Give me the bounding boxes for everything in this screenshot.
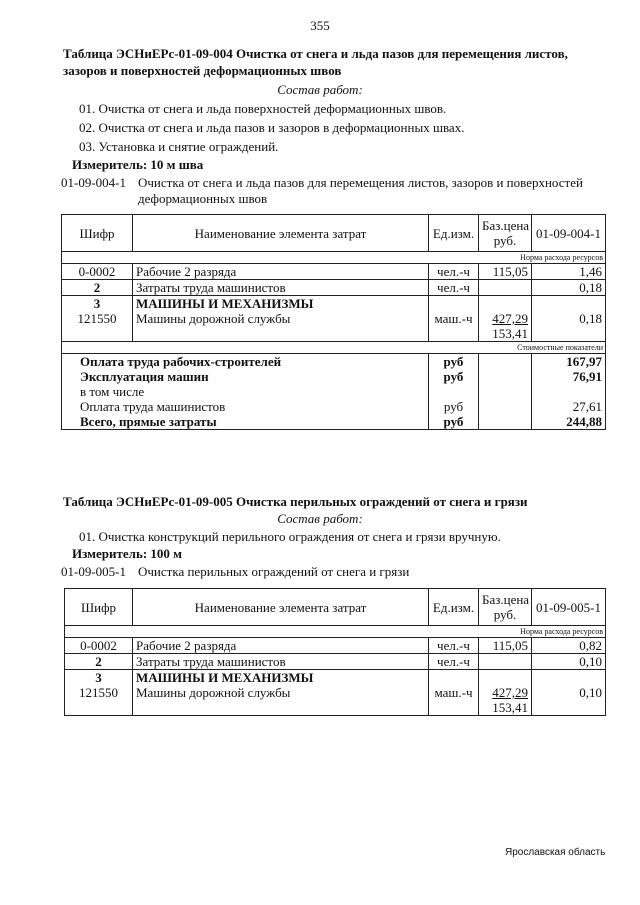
cell-price (479, 670, 532, 716)
cell-value: 0,82 (532, 638, 606, 654)
cost-unit: руб (429, 399, 479, 414)
header-norm-code: 01-09-005-1 (532, 589, 606, 626)
cost-price-empty (479, 354, 532, 370)
page-number: 355 (310, 18, 330, 33)
machines-group-number: 3 (95, 670, 102, 685)
machine-value: 0,18 (579, 311, 602, 326)
cell-name: Рабочие 2 разряда (133, 264, 429, 280)
machine-name: Машины дорожной службы (136, 311, 291, 326)
cell-shifr: 0-0002 (65, 638, 133, 654)
header-unit: Ед.изм. (429, 215, 479, 252)
measure-unit: Измеритель: 100 м (72, 546, 183, 561)
cell-unit: чел.-ч (429, 264, 479, 280)
machine-price-labor: 153,41 (492, 326, 528, 341)
cost-unit: руб (429, 354, 479, 370)
table-title: Таблица ЭСНиЕРс-01-09-004 Очистка от снега и льда пазов для перемещения листов, зазоров и поверхностей деформационных швов (63, 46, 568, 78)
cost-label: Стоимостные показатели (62, 342, 606, 354)
header-shifr: Шифр (65, 589, 133, 626)
cell-value: 1,46 (532, 264, 606, 280)
header-price: Баз.цена руб. (479, 589, 532, 626)
table-row (62, 264, 606, 280)
cell-name (133, 296, 429, 342)
cost-unit: руб (429, 369, 479, 384)
cell-unit: чел.-ч (429, 638, 479, 654)
header-price: Баз.цена руб. (479, 215, 532, 252)
cost-price-empty (479, 384, 532, 399)
cost-unit (429, 384, 479, 399)
resource-table (61, 214, 606, 430)
cell-shifr: 2 (62, 280, 133, 296)
machine-price-total: 427,29 (492, 311, 528, 326)
header-norm-code: 01-09-004-1 (532, 215, 606, 252)
cost-row (62, 384, 606, 399)
cell-name: Затраты труда машинистов (133, 654, 429, 670)
region-footer: Ярославская область (505, 847, 606, 858)
cell-unit: чел.-ч (429, 280, 479, 296)
cell-shifr (65, 670, 133, 716)
work-item: 01. Очистка от снега и льда поверхностей деформационных швов. (79, 101, 447, 116)
norma-label: Норма расхода ресурсов (65, 626, 606, 638)
table-title: Таблица ЭСНиЕРс-01-09-005 Очистка перильных ограждений от снега и грязи (63, 494, 528, 509)
machines-heading: МАШИНЫ И МЕХАНИЗМЫ (136, 296, 314, 311)
table-header-row (62, 215, 606, 252)
cost-row (62, 369, 606, 384)
cost-name: в том числе (62, 384, 429, 399)
code-description: Очистка от снега и льда пазов для перемещения листов, зазоров и поверхностей деформационных швов (138, 175, 583, 206)
code-line (61, 564, 621, 582)
norma-label: Норма расхода ресурсов (62, 252, 606, 264)
work-composition-label: Состав работ: (277, 511, 363, 526)
machine-code: 121550 (79, 685, 118, 700)
machines-row (62, 296, 606, 342)
cost-row (62, 399, 606, 414)
machines-row (65, 670, 606, 716)
cell-value (532, 670, 606, 716)
cell-name: Затраты труда машинистов (133, 280, 429, 296)
cost-value: 167,97 (532, 354, 606, 370)
machines-heading: МАШИНЫ И МЕХАНИЗМЫ (136, 670, 314, 685)
machine-price-total: 427,29 (492, 685, 528, 700)
header-name: Наименование элемента затрат (133, 589, 429, 626)
table-header-row (65, 589, 606, 626)
code-line (61, 175, 621, 209)
cell-price (479, 296, 532, 342)
work-item: 02. Очистка от снега и льда пазов и зазоров в деформационных швах. (79, 120, 465, 135)
cell-value (532, 296, 606, 342)
cost-price-empty (479, 414, 532, 430)
header-name: Наименование элемента затрат (133, 215, 429, 252)
machine-value: 0,10 (579, 685, 602, 700)
cell-unit (429, 670, 479, 716)
machine-name: Машины дорожной службы (136, 685, 291, 700)
cost-value: 244,88 (532, 414, 606, 430)
cost-name: Всего, прямые затраты (62, 414, 429, 430)
cost-name: Эксплуатация машин (62, 369, 429, 384)
cell-unit: чел.-ч (429, 654, 479, 670)
cell-name (133, 670, 429, 716)
machine-unit: маш.-ч (434, 311, 473, 326)
header-unit: Ед.изм. (429, 589, 479, 626)
cell-unit (429, 296, 479, 342)
cell-price: 115,05 (479, 264, 532, 280)
machine-price-labor: 153,41 (492, 700, 528, 715)
cell-value: 0,10 (532, 654, 606, 670)
table-row (65, 654, 606, 670)
work-item: 01. Очистка конструкций перильного ограждения от снега и грязи вручную. (79, 529, 501, 544)
machine-code: 121550 (77, 311, 117, 326)
cost-unit: руб (429, 414, 479, 430)
cost-name: Оплата труда рабочих-строителей (62, 354, 429, 370)
cell-price (479, 654, 532, 670)
resource-table (64, 588, 606, 716)
header-shifr: Шифр (62, 215, 133, 252)
cost-value (532, 384, 606, 399)
cell-price (479, 280, 532, 296)
cost-value: 27,61 (532, 399, 606, 414)
cell-shifr: 2 (65, 654, 133, 670)
measure-unit: Измеритель: 10 м шва (72, 157, 204, 172)
cell-price: 115,05 (479, 638, 532, 654)
work-item: 03. Установка и снятие ограждений. (79, 139, 279, 154)
code-number: 01-09-005-1 (61, 564, 126, 579)
machines-group-number: 3 (93, 296, 101, 311)
cost-price-empty (479, 399, 532, 414)
cell-name: Рабочие 2 разряда (133, 638, 429, 654)
code-description: Очистка перильных ограждений от снега и грязи (138, 564, 410, 579)
table-row (62, 280, 606, 296)
cell-value: 0,18 (532, 280, 606, 296)
cost-value: 76,91 (532, 369, 606, 384)
work-composition-label: Состав работ: (277, 82, 363, 97)
machine-unit: маш.-ч (434, 685, 473, 700)
cost-row (62, 354, 606, 370)
cell-shifr: 0-0002 (62, 264, 133, 280)
cost-name: Оплата труда машинистов (62, 399, 429, 414)
code-number: 01-09-004-1 (61, 175, 126, 190)
table-row (65, 638, 606, 654)
cell-shifr (62, 296, 133, 342)
cost-price-empty (479, 369, 532, 384)
cost-row (62, 414, 606, 430)
